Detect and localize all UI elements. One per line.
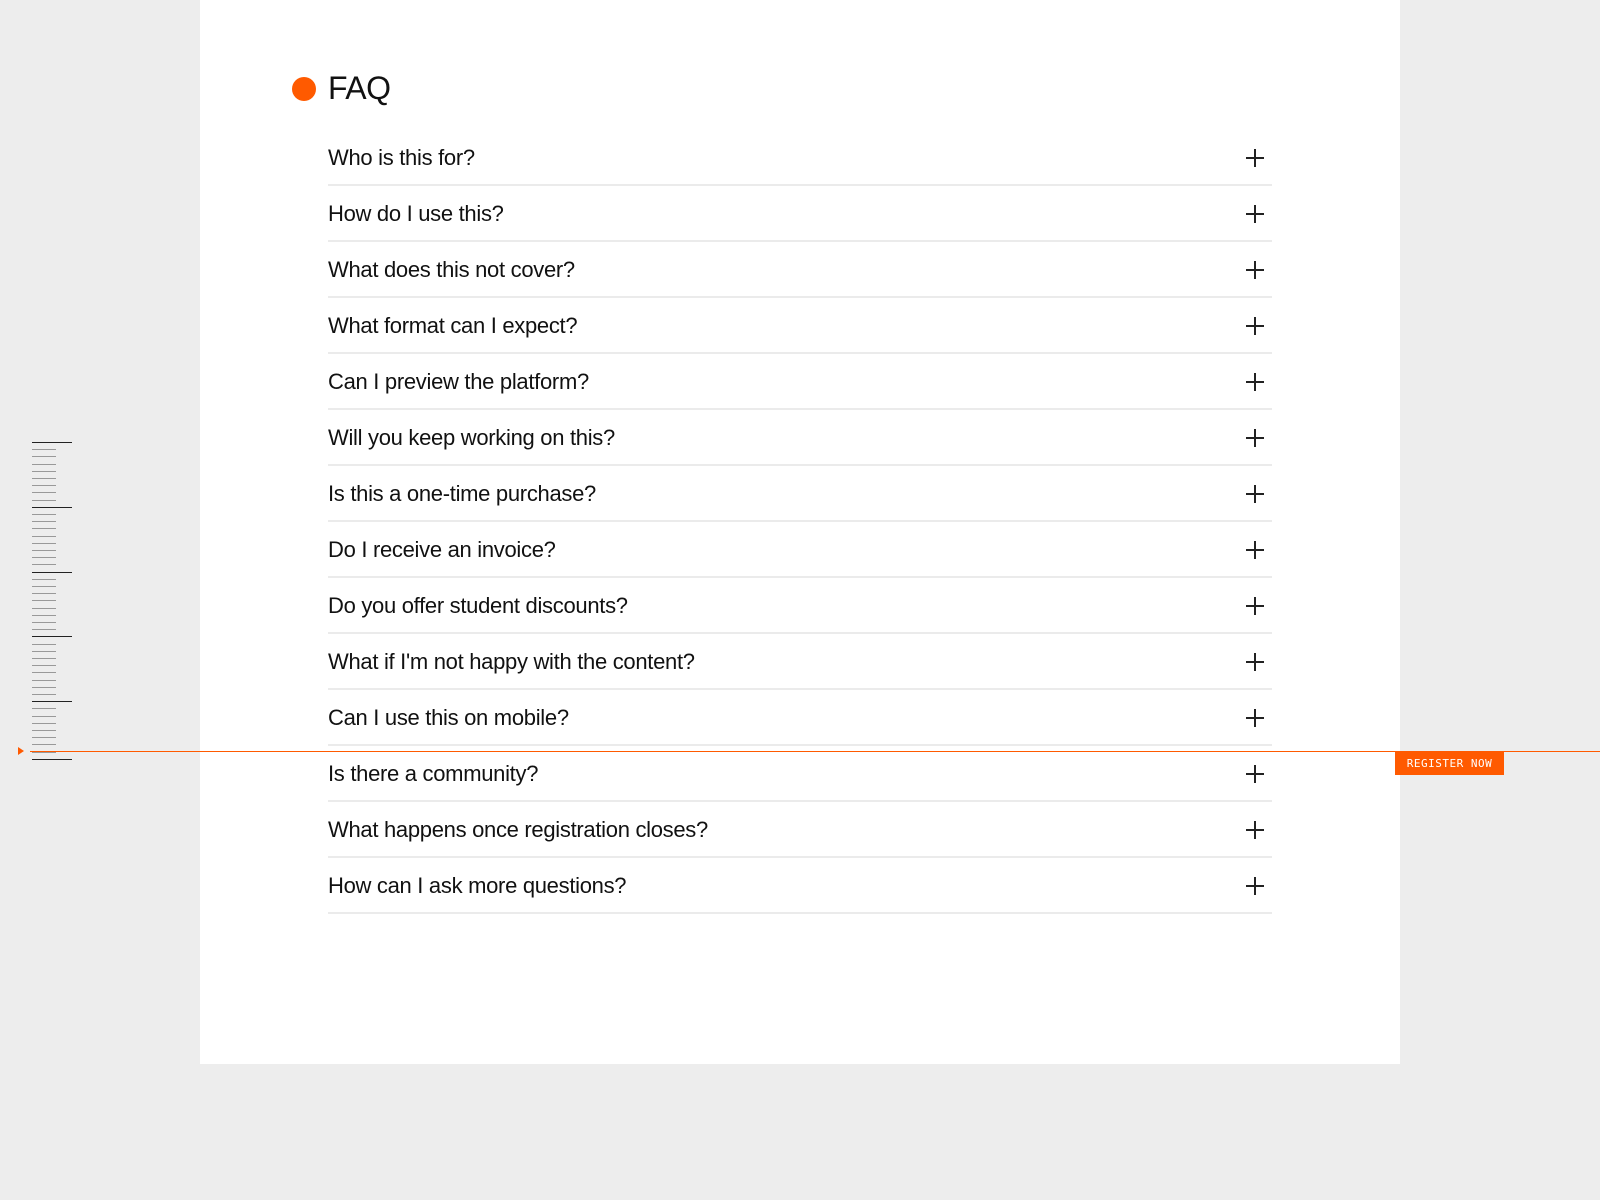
ruler-tick: [32, 687, 56, 688]
ruler-tick: [32, 564, 56, 565]
ruler-tick: [32, 557, 56, 558]
ruler-tick: [32, 644, 56, 645]
ruler-tick: [32, 651, 56, 652]
plus-icon[interactable]: [1246, 877, 1264, 895]
ruler-tick: [32, 449, 56, 450]
ruler-tick: [32, 665, 56, 666]
ruler-tick: [32, 442, 72, 443]
faq-bullet-dot: [292, 77, 316, 101]
faq-question: Do I receive an invoice?: [328, 537, 556, 562]
faq-question: Can I use this on mobile?: [328, 705, 569, 730]
faq-question: Is this a one-time purchase?: [328, 481, 596, 506]
register-now-button[interactable]: REGISTER NOW: [1395, 752, 1504, 775]
faq-question: Can I preview the platform?: [328, 369, 589, 394]
ruler-tick: [32, 579, 56, 580]
faq-question: Is there a community?: [328, 761, 539, 786]
faq-item[interactable]: [328, 186, 1272, 242]
ruler-tick: [32, 572, 72, 573]
ruler-tick: [32, 507, 72, 508]
ruler-tick: [32, 629, 56, 630]
plus-icon[interactable]: [1246, 149, 1264, 167]
ruler-tick: [32, 708, 56, 709]
plus-icon[interactable]: [1246, 709, 1264, 727]
ruler-tick: [32, 701, 72, 702]
ruler-tick: [32, 492, 56, 493]
faq-item[interactable]: [328, 858, 1272, 914]
plus-icon[interactable]: [1246, 597, 1264, 615]
ruler-tick: [32, 716, 56, 717]
ruler-tick: [32, 672, 56, 673]
ruler-tick: [32, 608, 56, 609]
faq-header: [292, 70, 391, 107]
faq-list: [328, 130, 1272, 914]
ruler-tick: [32, 600, 56, 601]
ruler-tick: [32, 478, 56, 479]
plus-icon[interactable]: [1246, 317, 1264, 335]
plus-icon[interactable]: [1246, 541, 1264, 559]
ruler-tick: [32, 730, 56, 731]
ruler-tick: [32, 485, 56, 486]
ruler-tick: [32, 521, 56, 522]
faq-item[interactable]: [328, 242, 1272, 298]
faq-question: Do you offer student discounts?: [328, 593, 628, 618]
faq-question: Will you keep working on this?: [328, 425, 615, 450]
plus-icon[interactable]: [1246, 485, 1264, 503]
faq-item[interactable]: [328, 634, 1272, 690]
ruler-tick: [32, 528, 56, 529]
ruler-tick: [32, 514, 56, 515]
faq-question: What format can I expect?: [328, 313, 578, 338]
ruler-tick: [32, 737, 56, 738]
ruler-tick: [32, 471, 56, 472]
faq-title: FAQ: [328, 70, 391, 106]
plus-icon[interactable]: [1246, 261, 1264, 279]
ruler-tick: [32, 723, 56, 724]
ruler-tick: [32, 500, 56, 501]
ruler-tick: [32, 586, 56, 587]
faq-item[interactable]: [328, 410, 1272, 466]
ruler-tick: [32, 615, 56, 616]
faq-item[interactable]: [328, 298, 1272, 354]
ruler-tick: [32, 680, 56, 681]
plus-icon[interactable]: [1246, 821, 1264, 839]
plus-icon[interactable]: [1246, 765, 1264, 783]
faq-item[interactable]: [328, 578, 1272, 634]
ruler-tick: [32, 622, 56, 623]
plus-icon[interactable]: [1246, 429, 1264, 447]
faq-item[interactable]: [328, 522, 1272, 578]
ruler-tick: [32, 694, 56, 695]
faq-question: How do I use this?: [328, 201, 504, 226]
ruler-tick: [32, 593, 56, 594]
faq-question: What does this not cover?: [328, 257, 575, 282]
ruler-tick: [32, 543, 56, 544]
ruler-tick: [32, 759, 72, 760]
faq-question: How can I ask more questions?: [328, 873, 627, 898]
ruler-tick: [32, 658, 56, 659]
faq-question: What happens once registration closes?: [328, 817, 708, 842]
faq-question: What if I'm not happy with the content?: [328, 649, 695, 674]
faq-item[interactable]: [328, 690, 1272, 746]
scroll-ruler[interactable]: [32, 442, 72, 762]
plus-icon[interactable]: [1246, 373, 1264, 391]
faq-item[interactable]: [328, 354, 1272, 410]
ruler-tick: [32, 536, 56, 537]
faq-item[interactable]: [328, 130, 1272, 186]
plus-icon[interactable]: [1246, 653, 1264, 671]
ruler-tick: [32, 636, 72, 637]
plus-icon[interactable]: [1246, 205, 1264, 223]
scroll-position-marker-icon: [18, 747, 24, 755]
ruler-tick: [32, 550, 56, 551]
faq-item[interactable]: [328, 466, 1272, 522]
faq-item[interactable]: [328, 802, 1272, 858]
scroll-progress-line: [30, 751, 1600, 752]
ruler-tick: [32, 744, 56, 745]
faq-item[interactable]: [328, 746, 1272, 802]
faq-question: Who is this for?: [328, 145, 475, 170]
ruler-tick: [32, 464, 56, 465]
ruler-tick: [32, 456, 56, 457]
